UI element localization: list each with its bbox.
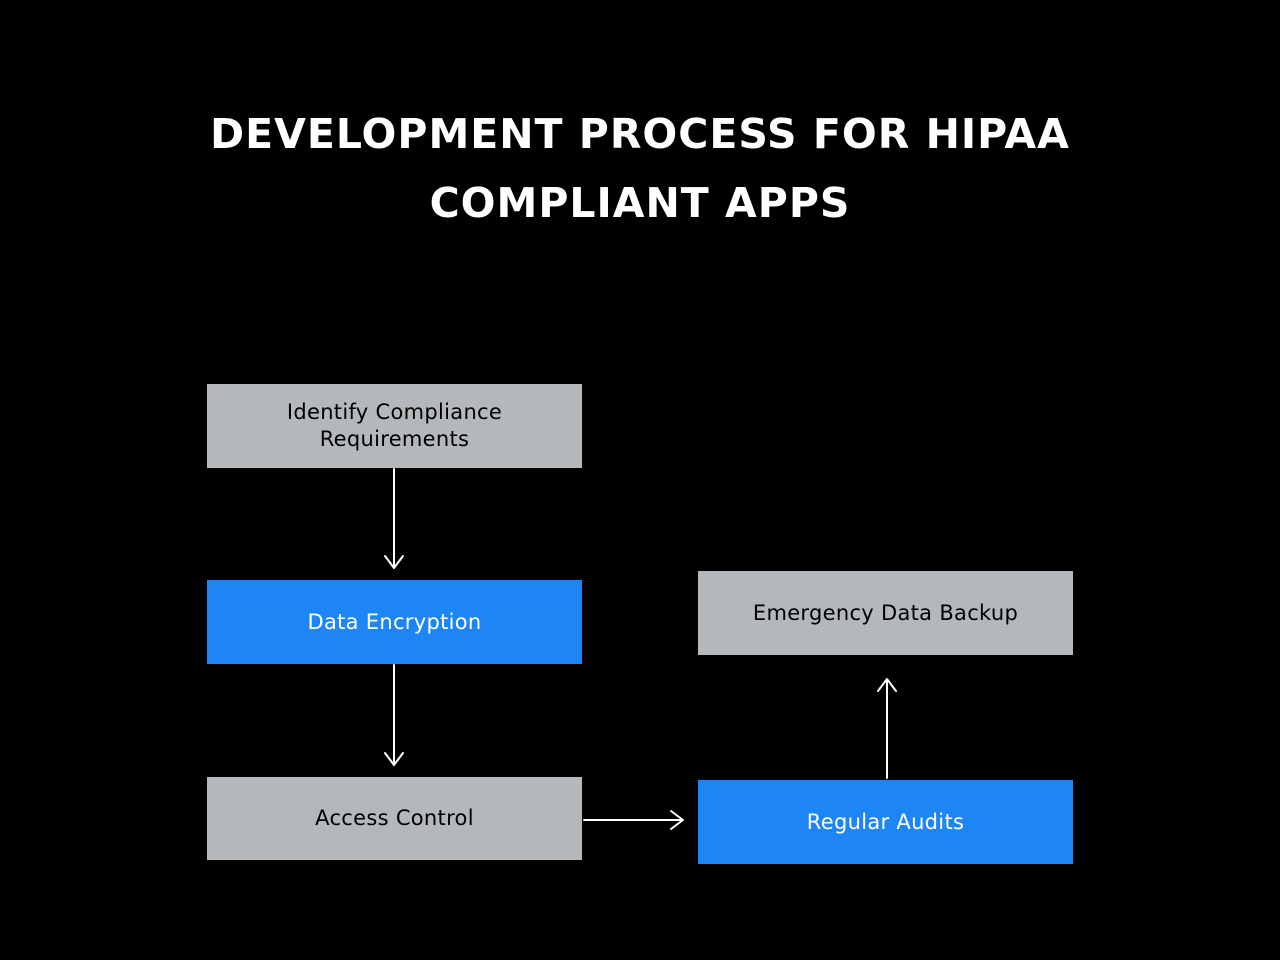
node-emergency-data-backup (698, 571, 1073, 655)
node-label: Regular Audits (806, 809, 965, 834)
arrow-encryption-to-access (385, 665, 403, 765)
node-label: Emergency Data Backup (752, 600, 1019, 625)
node-regular-audits (698, 780, 1073, 864)
title-line-2: COMPLIANT APPS (429, 179, 851, 227)
arrow-identify-to-encryption (385, 469, 403, 568)
arrow-access-to-audits (584, 811, 683, 829)
arrow-audits-to-backup (878, 679, 896, 778)
node-label: Identify Compliance Requirements (286, 400, 503, 451)
node-label: Access Control (315, 806, 474, 830)
node-identify-compliance-requirements (207, 384, 582, 468)
node-access-control (207, 777, 582, 860)
title-line-1: DEVELOPMENT PROCESS FOR HIPAA (210, 110, 1070, 158)
node-data-encryption (207, 580, 582, 664)
page-title (140, 100, 1140, 238)
node-label: Data Encryption (307, 609, 482, 634)
